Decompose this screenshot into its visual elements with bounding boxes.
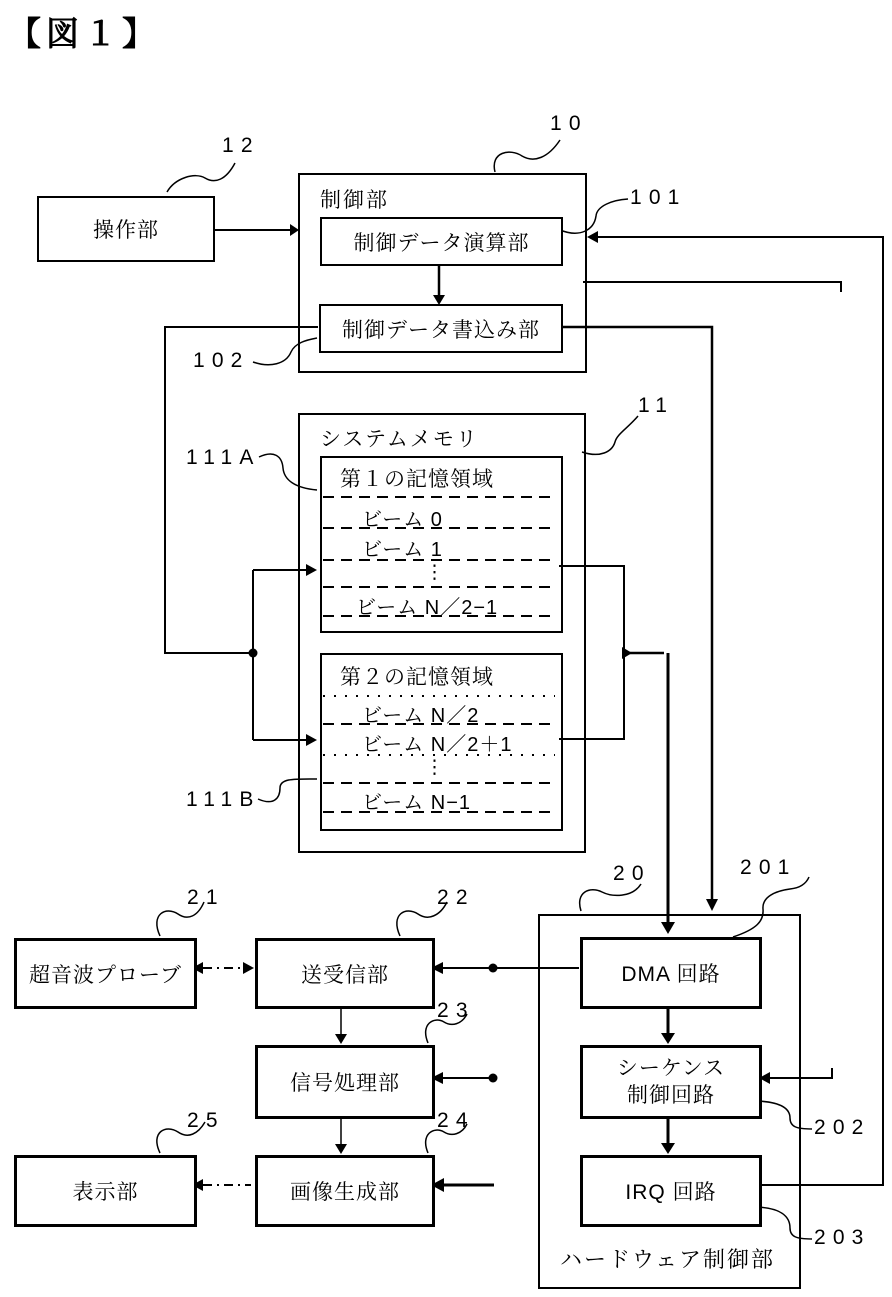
ref-label-102: 102 <box>193 349 250 372</box>
ref-label-202: 202 <box>814 1116 871 1139</box>
ref-label-21: 21 <box>187 886 225 909</box>
control-data-write-label: 制御データ書込み部 <box>342 318 540 342</box>
transceiver-box <box>255 938 435 1009</box>
sequence-control-label: シーケンス 制御回路 <box>616 1057 726 1107</box>
irq-circuit-box <box>580 1155 762 1227</box>
ref-label-11: 11 <box>638 394 675 417</box>
beam-row: ビーム N−1 <box>362 792 472 814</box>
dma-circuit-box <box>580 937 762 1009</box>
hardware-control-label: ハードウェア制御部 <box>559 1247 776 1272</box>
beam-ellipsis: ⋮ <box>425 562 444 583</box>
control-data-write-box <box>319 304 563 353</box>
ref-label-111A: 111A <box>186 446 261 469</box>
irq-circuit-label: IRQ 回路 <box>625 1181 717 1204</box>
sequence-control-box <box>580 1045 762 1119</box>
ref-label-25: 25 <box>187 1109 225 1132</box>
control-unit-label: 制御部 <box>320 189 389 212</box>
transceiver-label: 送受信部 <box>301 963 389 987</box>
image-generation-box <box>255 1155 435 1227</box>
operation-unit-box <box>37 196 215 262</box>
beam-row: ビーム N／2−1 <box>356 597 499 619</box>
display-box <box>14 1155 197 1227</box>
storage-area-1-label: 第１の記憶領域 <box>340 468 494 491</box>
storage-area-2-label: 第２の記憶領域 <box>340 666 494 689</box>
operation-unit-label: 操作部 <box>93 219 159 242</box>
ref-label-20: 20 <box>613 862 651 885</box>
signal-processing-box <box>255 1045 435 1119</box>
image-generation-label: 画像生成部 <box>290 1181 400 1204</box>
ref-label-22: 22 <box>437 886 475 909</box>
ref-label-201: 201 <box>740 856 797 879</box>
beam-row: ビーム 1 <box>362 539 443 561</box>
ref-label-111B: 111B <box>186 788 261 811</box>
ref-label-101: 101 <box>630 186 687 209</box>
beam-row: ビーム N／2＋1 <box>362 734 513 756</box>
ref-label-23: 23 <box>437 999 475 1022</box>
line-write-to-memory <box>165 327 318 653</box>
display-label: 表示部 <box>72 1181 139 1204</box>
ref-label-10: 10 <box>550 112 588 135</box>
signal-processing-label: 信号処理部 <box>290 1072 400 1095</box>
dma-circuit-label: DMA 回路 <box>621 963 721 986</box>
beam-row: ビーム N／2 <box>362 705 480 727</box>
ultrasound-probe-box <box>14 938 197 1009</box>
figure-title: 【図１】 <box>8 15 160 52</box>
ref-label-203: 203 <box>814 1226 871 1249</box>
control-data-calc-box <box>320 217 563 266</box>
beam-row: ビーム 0 <box>362 509 443 531</box>
beam-ellipsis: ⋮ <box>425 757 444 778</box>
ref-label-24: 24 <box>437 1109 475 1132</box>
ref-label-12: 12 <box>222 134 260 157</box>
control-data-calc-label: 制御データ演算部 <box>353 231 530 255</box>
system-memory-label: システムメモリ <box>320 428 479 451</box>
ultrasound-probe-label: 超音波プローブ <box>29 963 182 987</box>
line-control-out-hook <box>583 282 841 292</box>
